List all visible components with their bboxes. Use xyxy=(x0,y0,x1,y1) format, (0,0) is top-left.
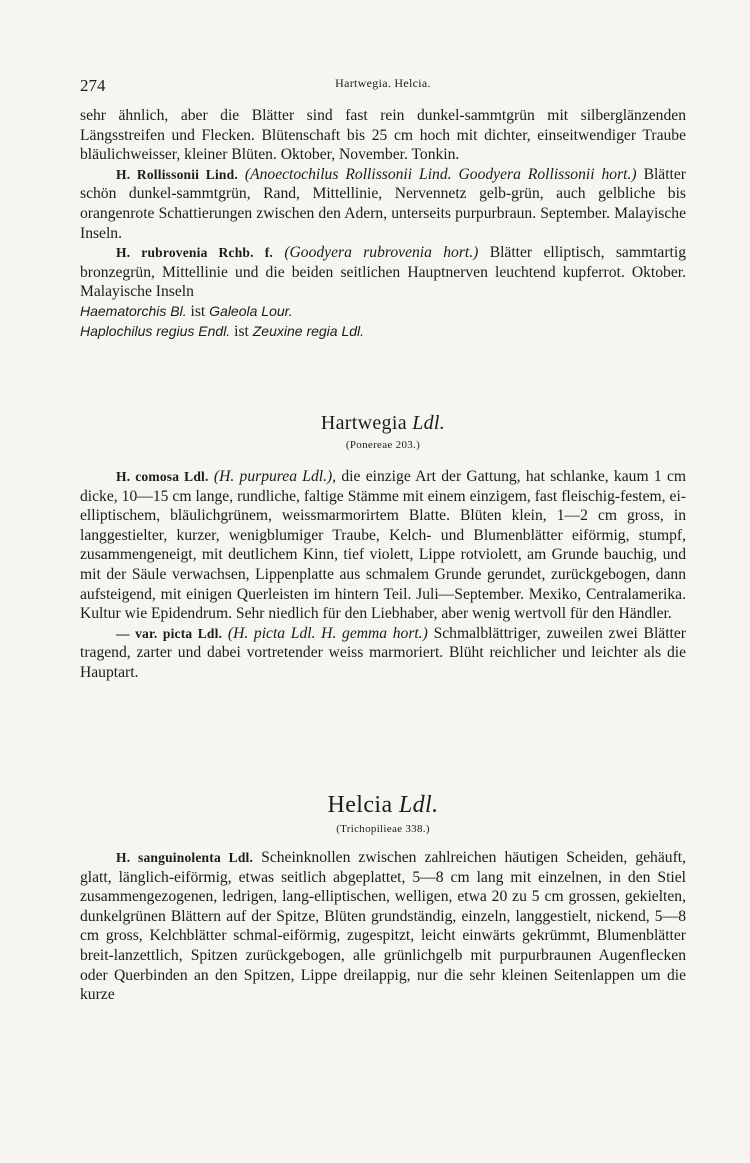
genus-author: Ldl. xyxy=(398,792,439,818)
synonyms: (H. picta Ldl. H. gemma hort.) xyxy=(227,624,428,642)
genus-title xyxy=(80,792,686,819)
description: Blätter elliptisch, sammtartig bronzegrün, Mittellinie und die beiden seitlichen Hauptnerven leuchtend kupferrot. Oktober. Malayische Inseln xyxy=(80,244,687,301)
genus-author: Ldl. xyxy=(412,412,446,434)
species-name: H. rubrovenia Rchb. f. xyxy=(116,245,273,261)
synonyms: (H. purpurea Ldl.), xyxy=(213,468,337,485)
reference-connector: ist xyxy=(190,302,206,320)
entry-rollissonii xyxy=(80,165,686,243)
entry-rubrovenia xyxy=(80,243,686,302)
entry-var-picta xyxy=(80,624,686,683)
genus-name: Hartwegia xyxy=(320,412,407,434)
text-block-hartwegia xyxy=(80,467,686,683)
page-header xyxy=(80,76,686,98)
text-block-top xyxy=(80,106,686,341)
genus-title xyxy=(80,412,686,435)
description: Blätter schön dunkel-sammtgrün, Rand, Mittellinie, Nervennetz gelb-grün, auch gelbliche bis orangenrote Schattierungen zwischen den Adern, unterseits purpurbraun. September. Malayische Inseln. xyxy=(80,165,686,242)
genus-name: Helcia xyxy=(327,792,393,818)
genus-heading-hartwegia xyxy=(80,412,686,451)
synonyms: (Anoectochilus Rollissonii Lind. Goodyera Rollissonii hort.) xyxy=(244,165,637,183)
species-name: H. Rollissonii Lind. xyxy=(116,166,238,182)
species-name: H. comosa Ldl. xyxy=(116,469,209,484)
species-name: H. sanguinolenta Ldl. xyxy=(116,850,254,865)
description: Schmalblättriger, zuweilen zwei Blätter tragend, zarter und dabei vortretender weiss marmoriert. Blüht reichlicher und leichter als die Hauptart. xyxy=(80,624,686,681)
page-number: 274 xyxy=(80,76,106,95)
species-name: — var. picta Ldl. xyxy=(116,625,223,641)
reference-name: Haplochilus regius Endl. xyxy=(80,322,231,339)
entry-sanguinolenta xyxy=(80,848,686,1005)
entry-comosa xyxy=(80,467,686,624)
reference-target: Zeuxine regia Ldl. xyxy=(252,322,365,339)
genus-heading-helcia xyxy=(80,792,686,835)
synonyms: (Goodyera rubrovenia hort.) xyxy=(284,244,479,262)
reference-haematorchis xyxy=(80,302,686,322)
running-head: Hartwegia. Helcia. xyxy=(335,76,431,90)
reference-name: Haematorchis Bl. xyxy=(80,302,187,319)
description: die einzige Art der Gattung, hat schlanke, kaum 1 cm dicke, 10—15 cm lange, rundliche, faltige Stämme mit einem einzigem, fast fleischig-festem, ei-elliptischem, bläulichgrünem, weissmarmorirtem Blatte. Blüten klein, 1—2 cm gross, in langgestielter, kurzer, wenigblumiger Traube, Kelch- und Blumenblätter eiförmig, stumpf, zusammengeneigt, mit deutlichem Kinn, tief violett, Lippe rotviolett, am Grunde bauchig, und mit der Säule verwachsen, Lippenplatte aus schmalem Grunde gerundet, zurückgebogen, dann aufsteigend, mit einigen Querleisten im hintern Teil. Juli—September. Mexiko, Centralamerika. Kultur wie Epidendrum. Sehr niedlich für den Liebhaber, aber wenig wertvoll für den Händler. xyxy=(80,468,687,623)
text-block-helcia xyxy=(80,848,686,1005)
reference-connector: ist xyxy=(234,322,249,340)
tribe-reference: (Trichopilieae 338.) xyxy=(336,823,430,835)
reference-target: Galeola Lour. xyxy=(209,302,293,319)
reference-haplochilus xyxy=(80,322,686,342)
tribe-reference: (Ponereae 203.) xyxy=(345,439,421,451)
continuation-paragraph: sehr ähnlich, aber die Blätter sind fast rein dunkel-sammtgrün mit silberglänzenden Längsstreifen und Flecken. Blütenschaft bis 25 cm hoch mit dichter, einseitwendiger Traube bläulichweisser, kleiner Blüten. Oktober, November. Tonkin. xyxy=(80,107,686,164)
description: Scheinknollen zwischen zahlreichen häutigen Scheiden, gehäuft, glatt, länglich-eiförmig, etwas seitlich abgeplattet, 5—8 cm lang mit einzelnen, in den Stiel zusammengezogenen, ledrigen, lang-elliptischen, welligen, etwa 20 zu 5 cm grossen, gekielten, dunkelgrünen Blättern auf der Spitze, Blüten grundständig, einzeln, langgestielt, nickend, 5—8 cm gross, Kelchblätter schmal-eiförmig, zugespitzt, leicht einwärts gekrümmt, Blumenblätter breit-lanzettlich, Spitzen zurückgebogen, alle grünlichgelb mit purpurbraunen Augenflecken oder Querbinden an den Spitzen, Lippe dreilappig, nur die sehr kleinen Seitenlappen um die kurze xyxy=(80,849,686,1004)
